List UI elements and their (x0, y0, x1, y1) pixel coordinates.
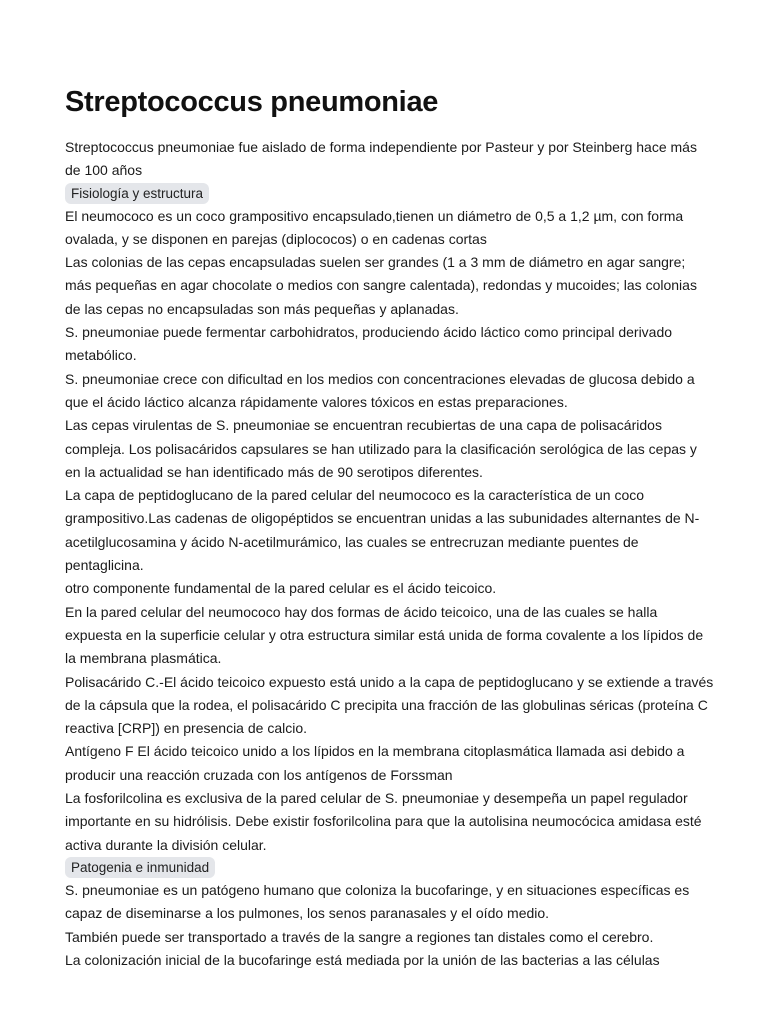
paragraph: En la pared celular del neumococo hay dos formas de ácido teicoico, una de las cuales se halla expuesta en la superficie celular y otra estructura similar está unida de forma covalente a los lípidos de la membrana plasmática. (65, 603, 704, 667)
paragraph: otro componente fundamental de la pared celular es el ácido teicoico. (65, 580, 497, 597)
document-page (65, 82, 715, 972)
section-fisiologia (65, 183, 715, 857)
paragraph: Polisacárido C.-El ácido teicoico expuesto está unido a la capa de peptidoglucano y se extiende a través de la cápsula que la rodea, el polisacárido C precipita una fracción de las globulinas séricas (proteína C reactiva [CRP]) en presencia de calcio. (65, 673, 714, 737)
intro-paragraph: Streptococcus pneumoniae fue aislado de forma independiente por Pasteur y por Steinberg hace más de 100 años (65, 139, 697, 179)
page-title: Streptococcus pneumoniae (65, 86, 439, 118)
paragraph: S. pneumoniae es un patógeno humano que coloniza la bucofaringe, y en situaciones específicas es capaz de diseminarse a los pulmones, los senos paranasales y el oído medio. (65, 881, 690, 922)
paragraph: Las colonias de las cepas encapsuladas suelen ser grandes (1 a 3 mm de diámetro en agar sangre; más pequeñas en agar chocolate o medios con sangre calentada), redondas y mucoides; las colonias de las cepas no encapsuladas son más pequeñas y aplanadas. (65, 254, 697, 317)
paragraph: S. pneumoniae crece con dificultad en los medios con concentraciones elevadas de glucosa debido a que el ácido láctico alcanza rápidamente valores tóxicos en estas preparaciones. (65, 370, 695, 410)
section-heading: Patogenia e inmunidad (65, 857, 215, 878)
section-heading: Fisiología y estructura (65, 183, 209, 204)
section-patogenia (65, 857, 715, 972)
paragraph: La capa de peptidoglucano de la pared celular del neumococo es la característica de un coco grampositivo.Las cadenas de oligopéptidos se encuentran unidas a las subunidades alternantes de N-acetilglucosamina y ácido N-acetilmurámico, las cuales se entrecruzan mediante puentes de pentaglicina. (65, 487, 700, 574)
paragraph: El neumococo es un coco grampositivo encapsulado,tienen un diámetro de 0,5 a 1,2 µm, con forma ovalada, y se disponen en parejas (diplococos) o en cadenas cortas (65, 207, 684, 247)
paragraph: También puede ser transportado a través de la sangre a regiones tan distales como el cerebro. (65, 928, 654, 945)
paragraph: Antígeno F El ácido teicoico unido a los lípidos en la membrana citoplasmática llamada asi debido a producir una reacción cruzada con los antígenos de Forssman (65, 743, 685, 783)
paragraph: La colonización inicial de la bucofaringe está mediada por la unión de las bacterias a las células (65, 951, 660, 968)
paragraph: S. pneumoniae puede fermentar carbohidratos, produciendo ácido láctico como principal derivado metabólico. (65, 324, 673, 364)
paragraph: La fosforilcolina es exclusiva de la pared celular de S. pneumoniae y desempeña un papel regulador importante en su hidrólisis. Debe existir fosforilcolina para que la autolisina neumocócica amidasa esté activa durante la división celular. (65, 790, 702, 853)
paragraph: Las cepas virulentas de S. pneumoniae se encuentran recubiertas de una capa de polisacáridos compleja. Los polisacáridos capsulares se han utilizado para la clasificación serológica de las cepas y en la actualidad se han identificado más de 90 serotipos diferentes. (65, 417, 697, 480)
